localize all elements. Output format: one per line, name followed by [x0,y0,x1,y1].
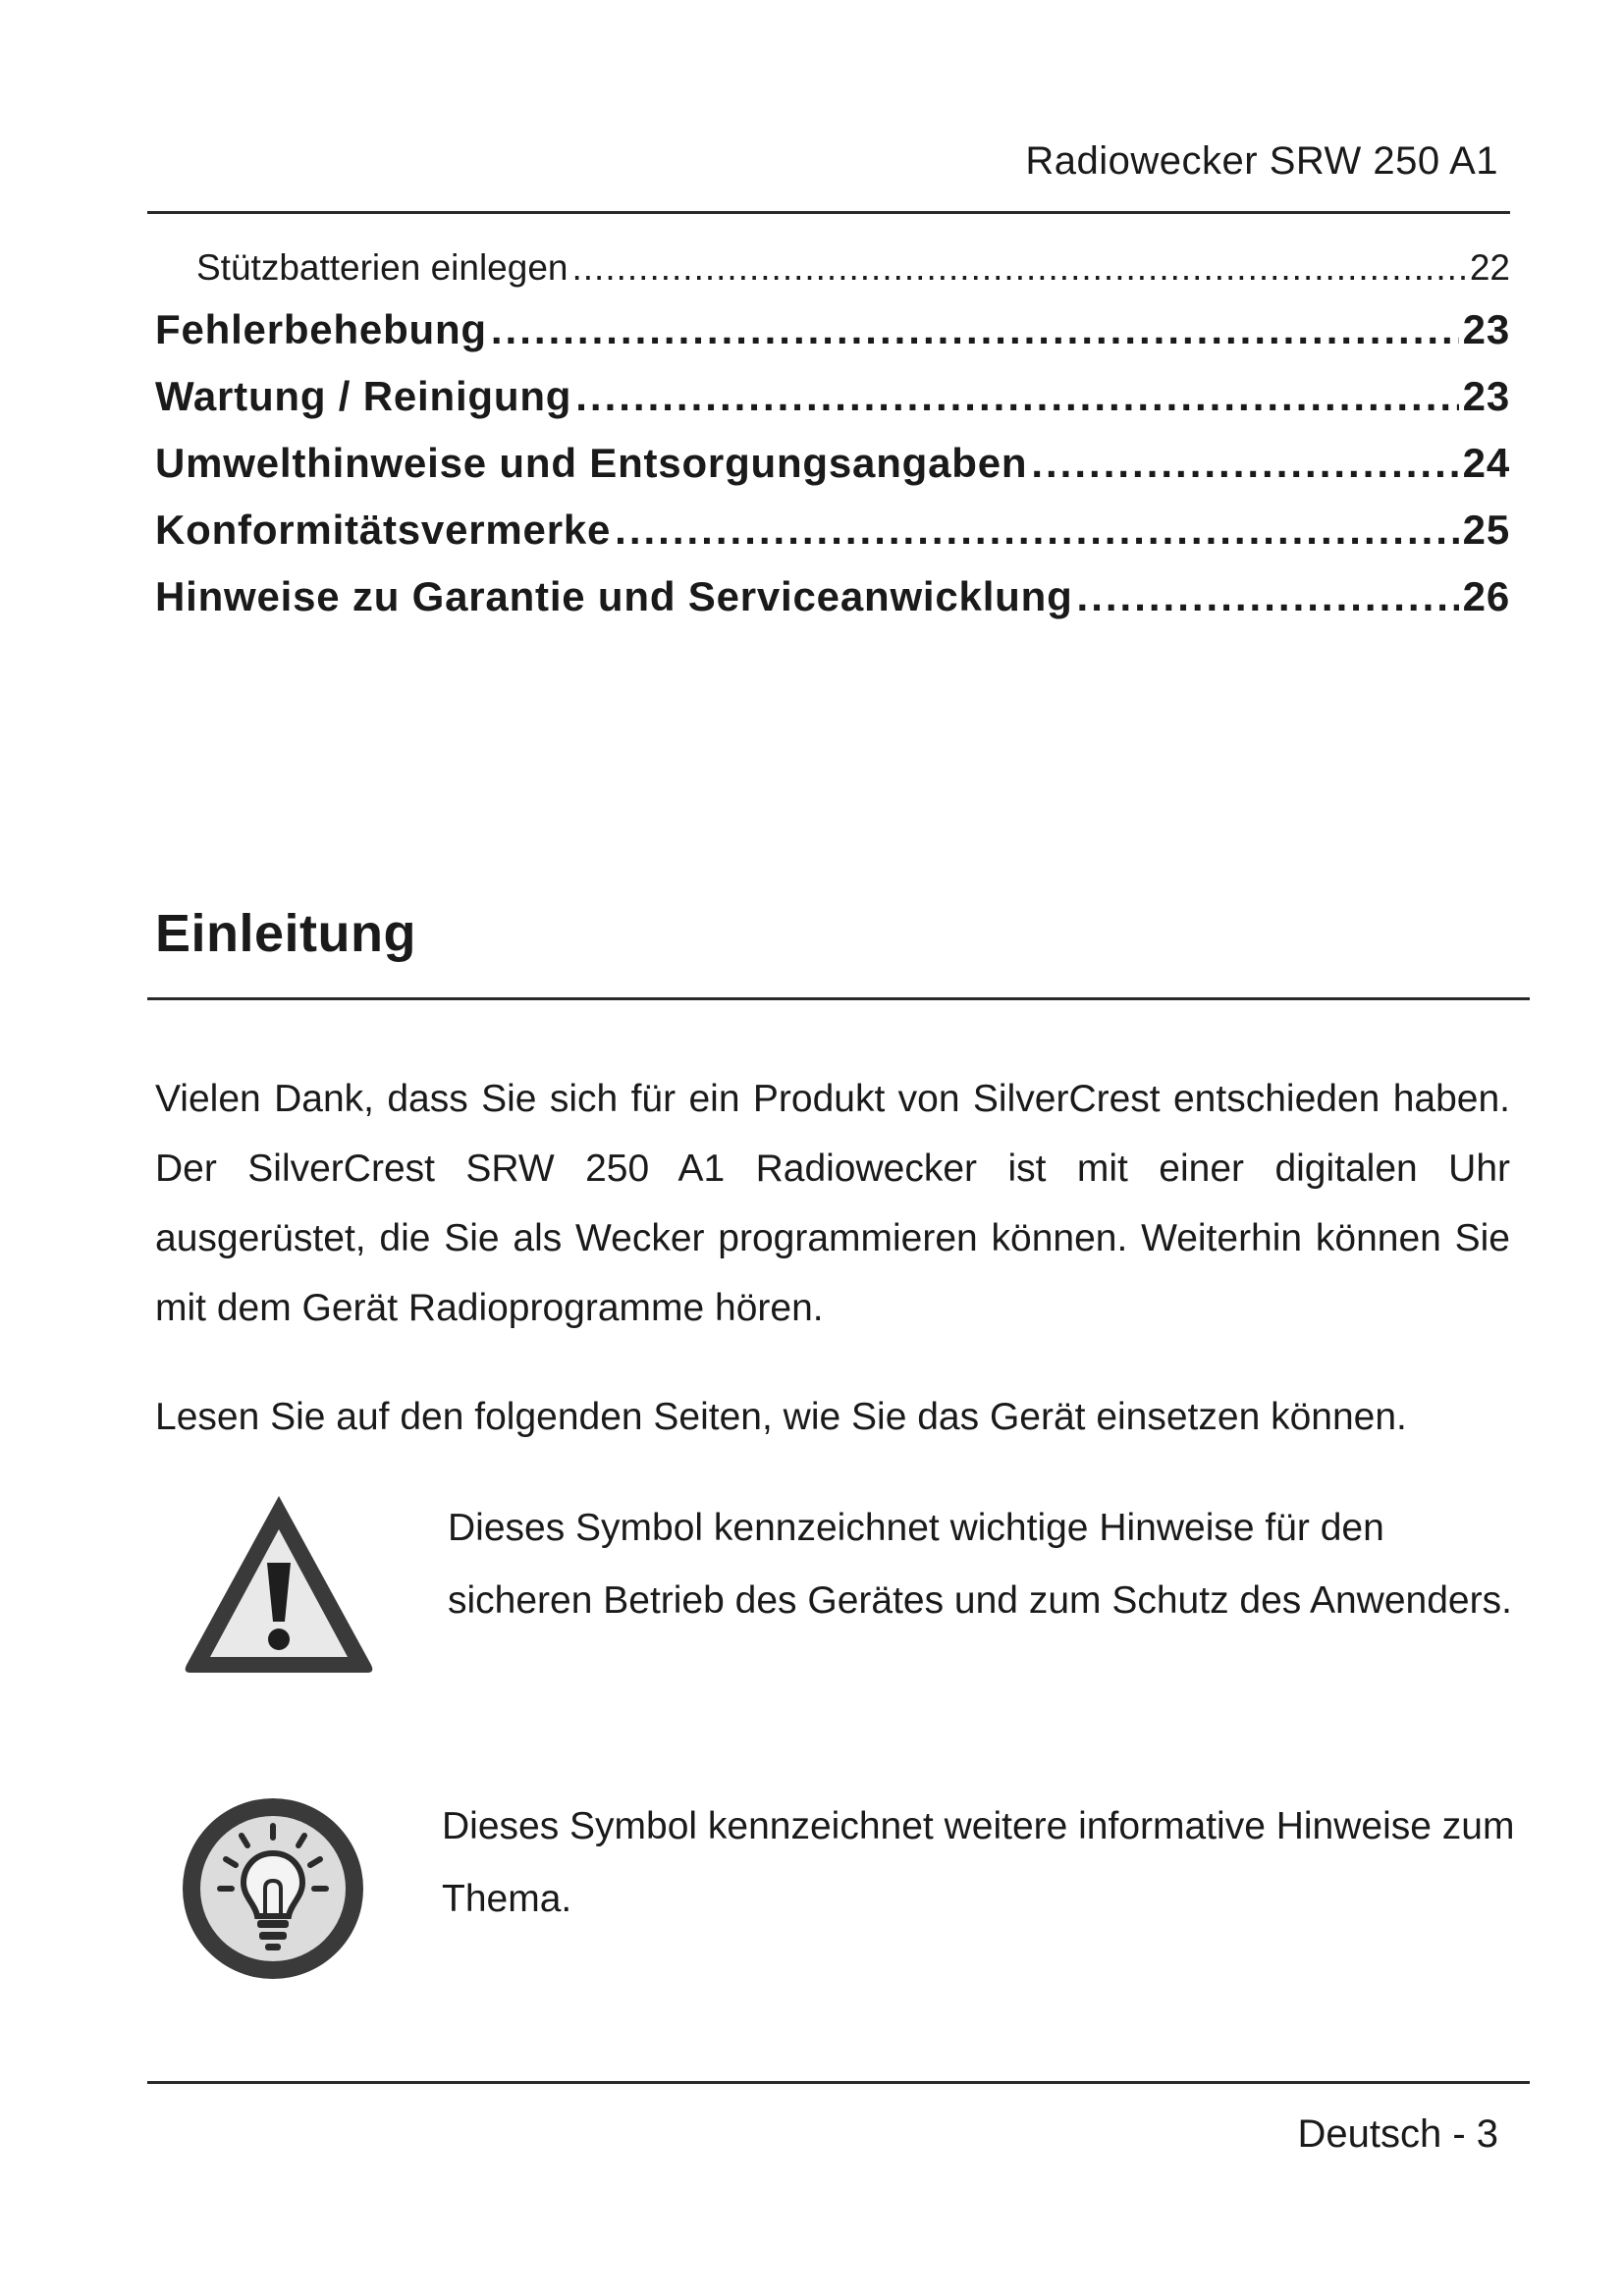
toc-entry-title: Wartung / Reinigung [155,373,572,419]
toc-entry-title: Konformitätsvermerke [155,507,612,553]
section-title: Einleitung [155,904,416,963]
toc-entry[interactable] [155,497,1510,563]
warning-note-text: Dieses Symbol kennzeichnet wichtige Hinweise für den sicheren Betrieb des Gerätes und zum Schutz des Anwenders. [448,1507,1512,1622]
toc-entry-title: Umwelthinweise und Entsorgungsangaben [155,440,1028,486]
toc-entry-title: Hinweise zu Garantie und Serviceanwicklung [155,573,1073,619]
toc-leader-dots [615,497,1459,563]
header-divider [147,211,1510,214]
toc-leader-dots [1077,563,1459,630]
toc-entry[interactable] [155,240,1510,296]
footer-divider [147,2081,1530,2084]
toc-leader-dots [575,363,1458,430]
info-note-text: Dieses Symbol kennzeichnet weitere informative Hinweise zum Thema. [442,1805,1515,1920]
toc-entry-page: 25 [1462,507,1510,553]
toc-entry-title: Stützbatterien einlegen [196,247,568,288]
toc-entry-page: 23 [1462,373,1510,419]
toc-entry-page: 22 [1469,247,1510,288]
section-divider [147,997,1530,1000]
toc-entry-title: Fehlerbehebung [155,306,487,352]
intro-paragraph: Vielen Dank, dass Sie sich für ein Produkt von SilverCrest entschieden haben. Der SilverCrest SRW 250 A1 Radiowecker ist mit einer digitalen Uhr ausgerüstet, die Sie als Wecker programmieren können. Weiterhin können Sie mit dem Gerät Radioprogramme hören. [155,1078,1510,1329]
lightbulb-icon [175,1790,371,1992]
toc-entry-page: 24 [1462,440,1510,486]
toc-entry-page: 23 [1462,306,1510,352]
toc-entry[interactable] [155,296,1510,363]
usage-paragraph: Lesen Sie auf den folgenden Seiten, wie Sie das Gerät einsetzen können. [155,1396,1407,1438]
toc-entry-page: 26 [1462,573,1510,619]
page-footer: Deutsch - 3 [1297,2112,1498,2156]
toc-entry[interactable] [155,430,1510,497]
warning-triangle-icon [175,1484,383,1685]
toc-leader-dots [572,240,1466,296]
toc-leader-dots [491,296,1459,363]
table-of-contents [155,240,1510,630]
toc-leader-dots [1031,430,1458,497]
toc-entry[interactable] [155,563,1510,630]
header-title: Radiowecker SRW 250 A1 [1025,139,1498,183]
toc-entry[interactable] [155,363,1510,430]
